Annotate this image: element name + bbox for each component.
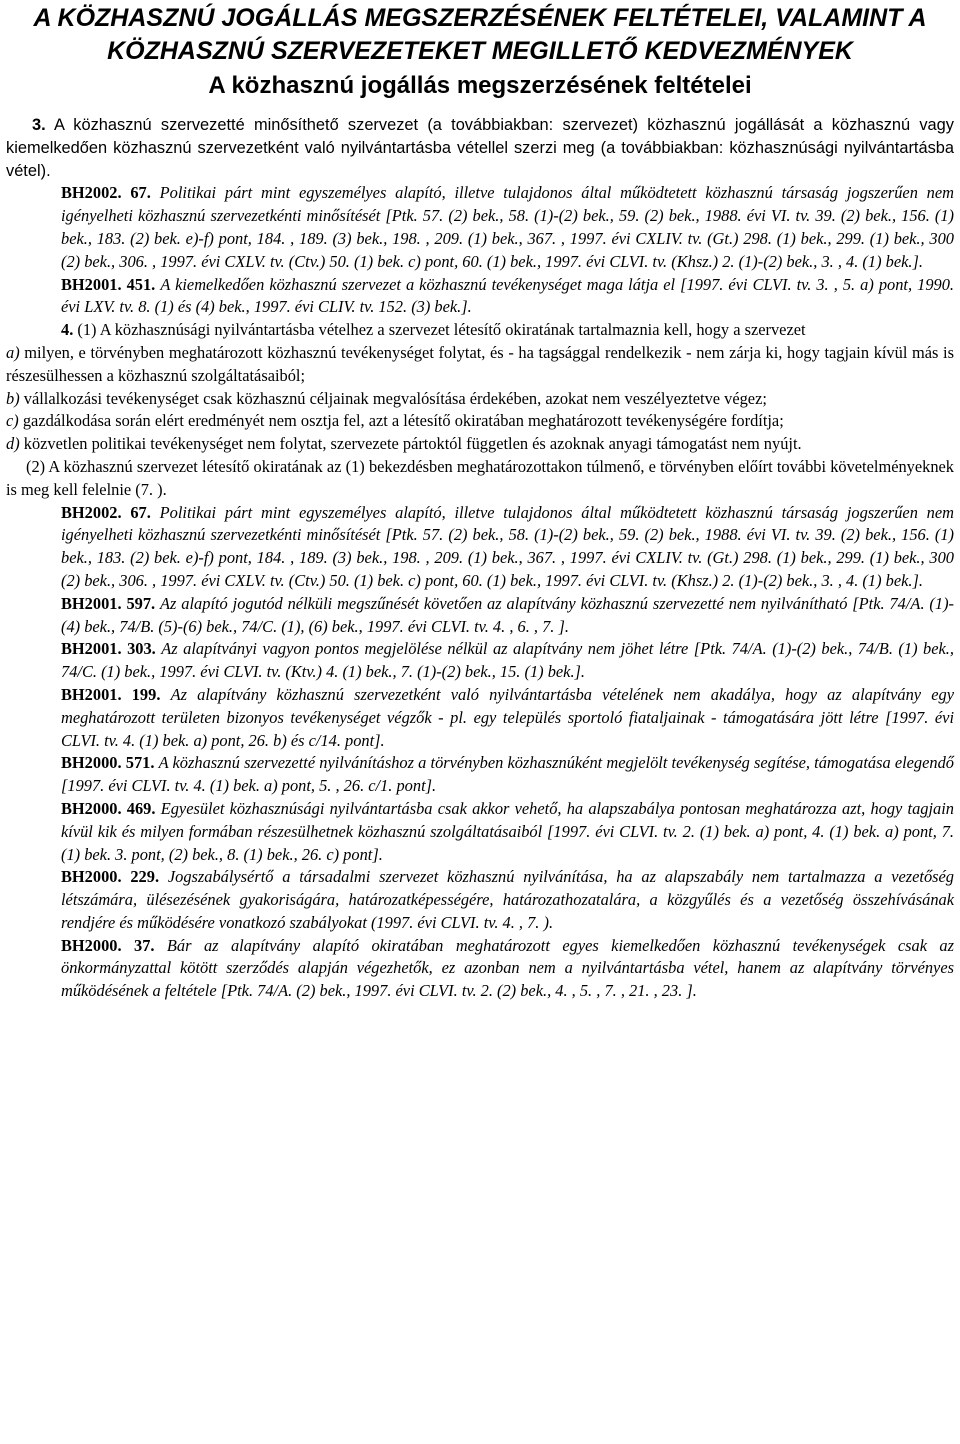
list-item: [6, 388, 954, 411]
item-text: vállalkozási tevékenységet csak közhasznú céljainak megvalósítása érdekében, azokat nem veszélyeztetve végez;: [23, 388, 767, 408]
item-text: gazdálkodása során elért eredményét nem osztja fel, azt a létesítő okiratában meghatározott tevékenységére fordítja;: [22, 411, 784, 431]
paragraph-3: [6, 114, 954, 182]
case-ref: BH2000. 571.: [61, 753, 155, 773]
case-ref: BH2000. 229.: [61, 867, 160, 887]
case-citation: [6, 684, 954, 752]
case-text: A kiemelkedően közhasznú szervezet a közhasznú tevékenységet maga látja el [1997. évi CLVI. tv. 3. , 5. a) pont, 1990. évi LXV. tv. 8. (1) és (4) bek., 1997. évi CLIV. tv. 152. (3) bek.].: [61, 274, 954, 317]
case-ref: BH2001. 199.: [61, 684, 161, 704]
paragraph-number: 3.: [32, 116, 46, 134]
case-citation: [6, 866, 954, 934]
list-item: [6, 433, 954, 456]
paragraph-text: (1) A közhasznúsági nyilvántartásba vételhez a szervezet létesítő okiratának tartalmaznia kell, hogy a szervezet: [77, 320, 806, 340]
case-citation: [6, 798, 954, 866]
case-citation: [6, 182, 954, 273]
case-text: Bár az alapítvány alapító okiratában meghatározott egyes kiemelkedően közhasznú tevékenységek csak az önkormányzattal kötött szerződés alapján végezhetők, ez azonban nem a nyilvántartásba vétel, hanem az alapítvány törvényes működésének a feltétele [Ptk. 74/A. (2) bek., 1997. évi CLVI. tv. 2. (2) bek., 4. , 5. , 7. , 21. , 23. ].: [61, 935, 954, 1001]
case-text: Az alapítványi vagyon pontos megjelölése nélkül az alapítvány nem jöhet létre [Ptk. 74/A. (1)-(2) bek., 74/B. (1) bek., 74/C. (1) bek., 1997. évi CLVI. tv. (Ktv.) 4. (1) bek., 7. (1)-(2) bek., 15. (1) bek.].: [61, 639, 954, 682]
case-citation: [6, 638, 954, 684]
case-ref: BH2000. 469.: [61, 798, 156, 818]
case-text: Egyesület közhasznúsági nyilvántartásba csak akkor vehető, ha alapszabálya pontosan meghatározza azt, hogy tagjain kívül kik és milyen formában részesülhetnek közhasznú szolgáltatásaiból [1997. évi CLVI. tv. 2. (1) bek. a) pont, 4. (1) bek. a) pont, 7. (1) bek. 3. pont, (2) bek., 8. (1) bek., 26. c) pont].: [61, 798, 954, 864]
section-subtitle: A közhasznú jogállás megszerzésének feltételei: [208, 72, 752, 99]
case-ref: BH2002. 67.: [61, 183, 151, 203]
item-text: milyen, e törvényben meghatározott közhasznú tevékenységet folytat, és - ha tagsággal rendelkezik - nem zárja ki, hogy tagjain kívül más is részesülhessen a közhasznú szolgáltatásaiból;: [6, 342, 954, 385]
case-text: Politikai párt mint egyszemélyes alapító, illetve tulajdonos által működtetett közhasznú társaság jogszerűen nem igényelheti közhasznú szervezetkénti minősítését [Ptk. 57. (2) bek., 58. (1)-(2) bek., 59. (2) bek., 1988. évi VI. tv. 39. (2) bek., 156. (1) bek., 183. (2) bek. e)-f) pont, 184. , 189. (3) bek., 198. , 209. (1) bek., 367. , 1997. évi CXLIV. tv. (Gt.) 298. (1) bek., 299. (1) bek., 300 (2) bek., 306. , 1997. évi CXLV. tv. (Ctv.) 50. (1) bek. c) pont, 60. (1) bek., 1997. évi CLVI. tv. (Khsz.) 2. (1)-(2) bek., 3. , 4. (1) bek.].: [61, 502, 954, 590]
list-item: [6, 342, 954, 388]
case-text: A közhasznú szervezetté nyilvánításhoz a törvényben közhasznúként megjelölt tevékenység segítése, támogatása elegendő [1997. évi CLVI. tv. 4. (1) bek. a) pont, 5. , 26. c/1. pont].: [61, 753, 954, 796]
list-item: [6, 410, 954, 433]
paragraph-number: 4.: [61, 320, 74, 340]
document-title: A KÖZHASZNÚ JOGÁLLÁS MEGSZERZÉSÉNEK FELTÉTELEI, VALAMINT A KÖZHASZNÚ SZERVEZETEKET MEGILLETŐ KEDVEZMÉNYEK: [33, 4, 927, 65]
case-ref: BH2001. 597.: [61, 593, 156, 613]
case-ref: BH2001. 451.: [61, 274, 156, 294]
case-citation: [6, 274, 954, 320]
case-ref: BH2000. 37.: [61, 935, 155, 955]
item-label: c): [6, 411, 19, 431]
item-label: a): [6, 342, 20, 362]
item-text: közvetlen politikai tevékenységet nem folytat, szervezete pártoktól független és azoknak anyagi támogatást nem nyújt.: [23, 434, 802, 454]
paragraph-4-2: (2) A közhasznú szervezet létesítő okiratának az (1) bekezdésben meghatározottakon túlmenő, e törvényben előírt további követelményeknek is meg kell felelnie (7. ).: [6, 456, 954, 499]
case-citation: [6, 502, 954, 593]
case-citation: [6, 593, 954, 639]
case-citation: [6, 752, 954, 798]
case-text: Jogszabálysértő a társadalmi szervezet közhasznú nyilvánítása, ha az alapszabály nem tartalmazza a vezetőség létszámára, ülésezésének gyakoriságára, határozatképességére, határozathozatalára, a közgyűlés és a vezetőség összehívásának rendjére és működésére vonatkozó szabályokat (1997. évi CLVI. tv. 4. , 7. ).: [61, 867, 954, 932]
case-text: Az alapító jogutód nélküli megszűnését követően az alapítvány közhasznú szervezetté nem nyilvánítható [Ptk. 74/A. (1)-(4) bek., 74/B. (5)-(6) bek., 74/C. (1), (6) bek., 1997. évi CLVI. tv. 4. , 6. , 7. ].: [61, 593, 954, 636]
paragraph-text: A közhasznú szervezetté minősíthető szervezet (a továbbiakban: szervezet) közhasznú jogállását a közhasznú vagy kiemelkedően közhasznú szervezetként való nyilvántartásba vétellel szerzi meg (a továbbiakban: közhasznúsági nyilvántartásba vétel).: [6, 116, 954, 180]
case-ref: BH2002. 67.: [61, 502, 151, 522]
case-citation: [6, 935, 954, 1003]
paragraph-4: [6, 319, 954, 342]
item-label: d): [6, 434, 20, 454]
case-text: Az alapítvány közhasznú szervezetként való nyilvántartásba vételének nem akadálya, hogy az alapítvány egy meghatározott területen bizonyos tevékenységet végzők - pl. egy település sportoló fiataljainak - támogatására jött létre [1997. évi CLVI. tv. 4. (1) bek. a) pont, 26. b) és c/14. pont].: [61, 684, 954, 750]
case-text: Politikai párt mint egyszemélyes alapító, illetve tulajdonos által működtetett közhasznú társaság jogszerűen nem igényelheti közhasznú szervezetkénti minősítését [Ptk. 57. (2) bek., 58. (1)-(2) bek., 59. (2) bek., 1988. évi VI. tv. 39. (2) bek., 156. (1) bek., 183. (2) bek. e)-f) pont, 184. , 189. (3) bek., 198. , 209. (1) bek., 367. , 1997. évi CXLIV. tv. (Gt.) 298. (1) bek., 299. (1) bek., 300 (2) bek., 306. , 1997. évi CXLV. tv. (Ctv.) 50. (1) bek. c) pont, 60. (1) bek., 1997. évi CLVI. tv. (Khsz.) 2. (1)-(2) bek., 3. , 4. (1) bek.].: [61, 183, 954, 271]
case-ref: BH2001. 303.: [61, 639, 156, 659]
item-label: b): [6, 388, 20, 408]
